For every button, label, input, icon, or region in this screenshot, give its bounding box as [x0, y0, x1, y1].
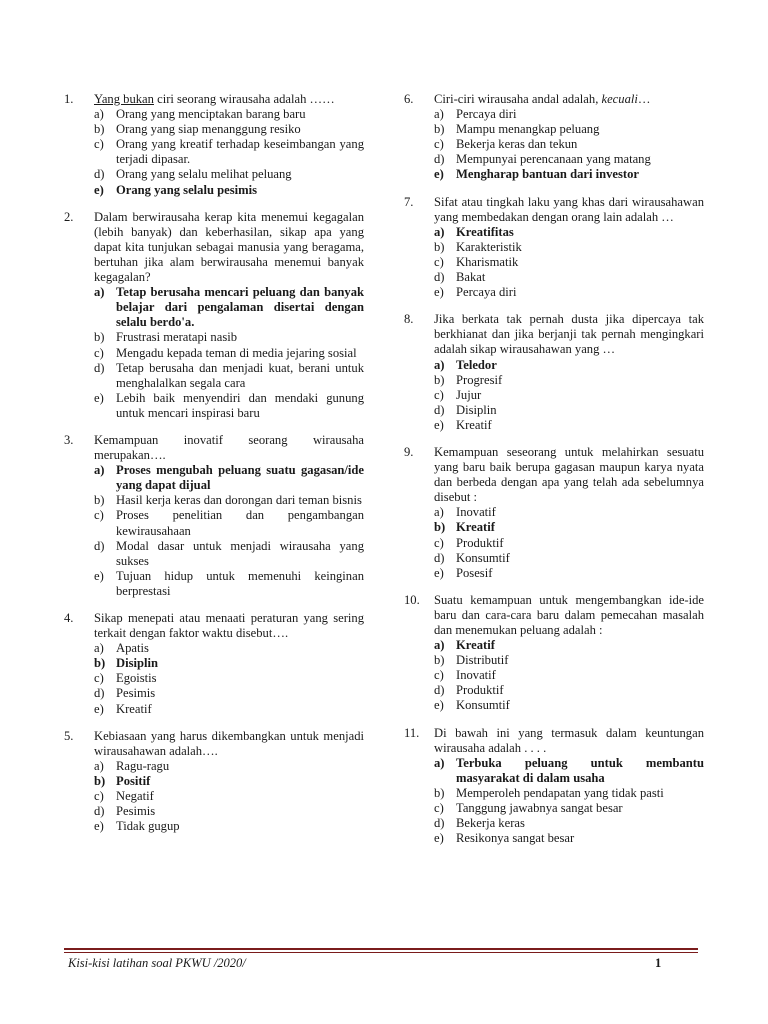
question-number: 11.: [404, 725, 420, 740]
option-letter: e): [434, 167, 444, 182]
option-text: Kreatif: [456, 638, 495, 653]
option-letter: a): [434, 755, 445, 770]
answer-option: [64, 463, 364, 493]
answer-option: [404, 505, 704, 520]
answer-option: [404, 225, 704, 240]
question-stem: [404, 312, 704, 357]
page-number: 1: [655, 956, 662, 970]
question-item: [64, 92, 364, 198]
option-letter: c): [94, 508, 104, 523]
option-letter: b): [434, 653, 445, 668]
answer-option: [404, 520, 704, 535]
option-text: Pesimis: [116, 804, 156, 819]
answer-option: [64, 774, 364, 789]
answer-option: [64, 493, 364, 508]
footer-rule: [64, 948, 698, 950]
option-letter: b): [94, 122, 105, 137]
option-letter: d): [434, 816, 445, 831]
answer-option: [404, 358, 704, 373]
answer-option: [64, 656, 364, 671]
answer-option: [404, 801, 704, 816]
option-letter: c): [94, 789, 104, 804]
question-text: [94, 433, 364, 463]
question-text: [434, 312, 704, 357]
question-text-main: Sifat atau tingkah laku yang khas dari wirausahawan yang membedakan dengan orang lain adalah …: [434, 194, 704, 224]
question-item: [404, 726, 704, 847]
option-text: Jujur: [456, 387, 482, 402]
option-list: [404, 358, 704, 433]
answer-option: [404, 388, 704, 403]
question-stem: [64, 210, 364, 285]
right-column: [404, 92, 704, 858]
question-stem: [64, 611, 364, 641]
answer-option: [64, 671, 364, 686]
question-item: [404, 312, 704, 433]
answer-option: [404, 403, 704, 418]
option-text: Karakteristik: [456, 239, 522, 254]
option-text: Tidak gugup: [116, 819, 180, 834]
option-text: Modal dasar untuk menjadi wirausaha yang sukses: [116, 538, 364, 568]
option-letter: c): [434, 137, 444, 152]
question-stem: [404, 92, 704, 107]
option-text: Tujuan hidup untuk memenuhi keinginan berprestasi: [116, 568, 364, 598]
option-text: Kreatif: [116, 701, 152, 716]
option-letter: e): [94, 182, 104, 197]
option-letter: b): [94, 773, 106, 788]
option-text: Inovatif: [456, 505, 496, 520]
question-number: 5.: [64, 728, 74, 743]
question-text: [94, 210, 364, 285]
option-list: [64, 107, 364, 198]
option-letter: b): [434, 785, 445, 800]
option-text: Tanggung jawabnya sangat besar: [456, 801, 623, 816]
option-text: Disiplin: [116, 656, 158, 671]
option-letter: e): [434, 831, 444, 846]
option-text: Frustrasi meratapi nasib: [116, 330, 238, 345]
option-letter: c): [94, 671, 104, 686]
answer-option: [404, 418, 704, 433]
option-letter: e): [94, 701, 104, 716]
option-text: Lebih baik menyendiri dan mendaki gunung untuk mencari inspirasi baru: [116, 390, 364, 420]
question-text: [434, 92, 704, 107]
option-text: Orang yang selalu melihat peluang: [116, 167, 292, 182]
option-text: Produktif: [456, 683, 504, 698]
option-letter: a): [94, 285, 105, 300]
option-letter: a): [94, 107, 104, 122]
question-text-tail: …: [637, 92, 651, 106]
option-text: Bakat: [456, 270, 486, 285]
answer-option: [64, 508, 364, 538]
option-text: Mengadu kepada teman di media jejaring sosial: [116, 345, 357, 360]
question-number: 8.: [404, 312, 414, 327]
question-item: [404, 195, 704, 301]
option-text: Egoistis: [116, 671, 157, 686]
option-list: [64, 759, 364, 834]
footer-rule-thin: [64, 952, 698, 953]
question-text-emphasis: Yang bukan: [94, 92, 154, 106]
option-list: [404, 107, 704, 182]
question-number: 7.: [404, 194, 414, 209]
option-letter: d): [434, 683, 445, 698]
answer-option: [404, 566, 704, 581]
question-number: 3.: [64, 432, 74, 447]
option-letter: b): [94, 656, 106, 671]
option-letter: e): [434, 417, 444, 432]
option-text: Mengharap bantuan dari investor: [456, 167, 639, 182]
answer-option: [404, 756, 704, 786]
answer-option: [404, 668, 704, 683]
option-text: Mempunyai perencanaan yang matang: [456, 152, 651, 167]
option-letter: b): [434, 239, 445, 254]
answer-option: [404, 285, 704, 300]
option-text: Pesimis: [116, 686, 156, 701]
answer-option: [404, 122, 704, 137]
left-column: [64, 92, 364, 846]
option-text: Mampu menangkap peluang: [456, 122, 600, 137]
question-stem: [64, 433, 364, 463]
option-text: Bekerja keras dan tekun: [456, 137, 578, 152]
answer-option: [64, 330, 364, 345]
answer-option: [404, 786, 704, 801]
question-item: [404, 445, 704, 581]
answer-option: [64, 539, 364, 569]
option-text: Percaya diri: [456, 285, 517, 300]
question-text: [434, 593, 704, 638]
option-text: Progresif: [456, 372, 503, 387]
question-text-main: Jika berkata tak pernah dusta jika dipercaya tak berkhianat dan jika berjanji tak pernah mengingkari adalah sikap wirausahawan yang …: [434, 312, 704, 357]
option-letter: e): [94, 568, 104, 583]
option-letter: b): [434, 372, 445, 387]
option-letter: e): [94, 819, 104, 834]
option-letter: e): [434, 565, 444, 580]
answer-option: [404, 373, 704, 388]
answer-option: [64, 686, 364, 701]
option-text: Kreatif: [456, 417, 492, 432]
option-text: Konsumtif: [456, 550, 510, 565]
option-text: Memperoleh pendapatan yang tidak pasti: [456, 785, 664, 800]
option-text: Produktif: [456, 535, 504, 550]
option-text: Orang yang siap menanggung resiko: [116, 122, 301, 137]
question-text: [94, 92, 364, 107]
question-number: 9.: [404, 444, 414, 459]
option-letter: a): [434, 357, 445, 372]
answer-option: [404, 167, 704, 182]
question-stem: [404, 445, 704, 505]
option-letter: e): [434, 698, 444, 713]
option-letter: b): [434, 122, 445, 137]
option-letter: a): [94, 758, 104, 773]
option-letter: c): [434, 387, 444, 402]
answer-option: [64, 122, 364, 137]
option-text: Konsumtif: [456, 698, 510, 713]
answer-option: [404, 683, 704, 698]
option-text: Kreatifitas: [456, 224, 514, 239]
option-letter: b): [434, 520, 446, 535]
option-text: Apatis: [116, 641, 149, 656]
option-letter: e): [94, 390, 104, 405]
option-text: Orang yang kreatif terhadap keseimbangan yang terjadi dipasar.: [116, 137, 364, 167]
answer-option: [404, 816, 704, 831]
option-text: Distributif: [456, 653, 509, 668]
answer-option: [404, 698, 704, 713]
option-text: Hasil kerja keras dan dorongan dari teman bisnis: [116, 493, 362, 508]
answer-option: [404, 270, 704, 285]
option-letter: d): [94, 538, 105, 553]
question-stem: [404, 726, 704, 756]
option-letter: b): [94, 493, 105, 508]
answer-option: [404, 551, 704, 566]
option-letter: c): [94, 137, 104, 152]
option-text: Proses penelitian dan pengambangan kewirausahaan: [116, 508, 364, 538]
option-text: Proses mengubah peluang suatu gagasan/ide yang dapat dijual: [116, 463, 364, 493]
option-text: Inovatif: [456, 668, 496, 683]
option-text: Orang yang selalu pesimis: [116, 182, 257, 197]
question-item: [64, 210, 364, 421]
option-letter: d): [94, 804, 105, 819]
question-text: [434, 445, 704, 505]
option-letter: c): [94, 345, 104, 360]
answer-option: [64, 702, 364, 717]
answer-option: [404, 255, 704, 270]
option-letter: d): [434, 270, 445, 285]
question-stem: [404, 593, 704, 638]
option-text: Posesif: [456, 565, 493, 580]
option-letter: a): [434, 638, 445, 653]
answer-option: [64, 789, 364, 804]
option-text: Bekerja keras: [456, 816, 525, 831]
answer-option: [404, 152, 704, 167]
question-text-emphasis: kecuali: [601, 92, 638, 106]
option-letter: d): [434, 402, 445, 417]
answer-option: [64, 167, 364, 182]
question-stem: [64, 729, 364, 759]
answer-option: [404, 107, 704, 122]
question-stem: [64, 92, 364, 107]
answer-option: [404, 638, 704, 653]
answer-option: [64, 569, 364, 599]
option-text: Negatif: [116, 789, 154, 804]
question-text-main: Di bawah ini yang termasuk dalam keuntungan wirausaha adalah . . . .: [434, 725, 704, 755]
answer-option: [64, 107, 364, 122]
option-text: Orang yang menciptakan barang baru: [116, 107, 306, 122]
option-list: [64, 641, 364, 716]
option-letter: e): [434, 285, 444, 300]
answer-option: [64, 819, 364, 834]
option-letter: a): [94, 463, 105, 478]
option-text: Positif: [116, 773, 151, 788]
answer-option: [404, 240, 704, 255]
question-item: [404, 593, 704, 714]
question-number: 10.: [404, 592, 420, 607]
option-list: [404, 756, 704, 847]
question-number: 1.: [64, 92, 74, 106]
question-text-main: Suatu kemampuan untuk mengembangkan ide-ide baru dan cara-cara baru dalam pemecahan masalah dan menemukan peluang adalah :: [434, 592, 704, 637]
question-text-main: Kemampuan inovatif seorang wirausaha merupakan….: [94, 432, 364, 463]
option-text: Disiplin: [456, 402, 497, 417]
option-letter: a): [434, 224, 445, 239]
question-text-tail: ciri seorang wirausaha adalah ……: [153, 92, 335, 106]
question-item: [404, 92, 704, 183]
option-letter: c): [434, 254, 444, 269]
answer-option: [64, 391, 364, 421]
question-text-main: Kemampuan seseorang untuk melahirkan sesuatu yang baru baik berupa gagasan maupun karya nyata dan berbeda dengan apa yang telah ada sebelumnya disebut :: [434, 444, 704, 505]
question-item: [64, 433, 364, 599]
question-number: 6.: [404, 92, 414, 106]
answer-option: [64, 183, 364, 198]
question-stem: [404, 195, 704, 225]
option-text: Kreatif: [456, 520, 495, 535]
answer-option: [404, 536, 704, 551]
footer-label: Kisi-kisi latihan soal PKWU /2020/: [68, 956, 246, 970]
option-text: Teledor: [456, 357, 497, 372]
answer-option: [64, 346, 364, 361]
option-letter: d): [434, 550, 445, 565]
option-text: Ragu-ragu: [116, 758, 170, 773]
option-list: [404, 505, 704, 580]
answer-option: [64, 804, 364, 819]
question-text-main: Kebiasaan yang harus dikembangkan untuk menjadi wirausahawan adalah….: [94, 728, 364, 758]
option-letter: d): [94, 686, 105, 701]
option-letter: c): [434, 535, 444, 550]
question-text: [94, 611, 364, 641]
question-text-main: Sikap menepati atau menaati peraturan yang sering terkait dengan faktor waktu disebut….: [94, 611, 364, 641]
option-letter: a): [94, 641, 104, 656]
option-text: Kharismatik: [456, 254, 519, 269]
option-list: [64, 285, 364, 421]
option-letter: b): [94, 330, 105, 345]
answer-option: [64, 759, 364, 774]
answer-option: [64, 285, 364, 330]
question-text-main: Dalam berwirausaha kerap kita menemui kegagalan (lebih banyak) dan keberhasilan, sikap apa yang dapat kita tunjukan sebagai manusia yang beragama, bertuhan jika alam berwirausaha menemui banyak kegagalan?: [94, 209, 364, 285]
question-item: [64, 729, 364, 835]
option-list: [64, 463, 364, 599]
option-list: [404, 638, 704, 713]
option-text: Resikonya sangat besar: [456, 831, 575, 846]
option-letter: a): [434, 107, 444, 122]
answer-option: [64, 137, 364, 167]
question-item: [64, 611, 364, 717]
option-text: Tetap berusaha mencari peluang dan banyak belajar dari pengalaman disertai dengan selalu berdo'a.: [116, 285, 364, 330]
option-letter: c): [434, 801, 444, 816]
option-letter: a): [434, 505, 444, 520]
option-letter: d): [94, 360, 105, 375]
option-list: [404, 225, 704, 300]
answer-option: [404, 831, 704, 846]
question-number: 2.: [64, 209, 74, 224]
question-text-main: Ciri-ciri wirausaha andal adalah,: [434, 92, 602, 106]
question-text: [434, 195, 704, 225]
option-text: Percaya diri: [456, 107, 517, 122]
answer-option: [404, 653, 704, 668]
question-number: 4.: [64, 611, 74, 625]
option-text: Tetap berusaha dan menjadi kuat, berani untuk menghalalkan segala cara: [116, 360, 364, 390]
answer-option: [404, 137, 704, 152]
option-letter: d): [434, 152, 445, 167]
question-text: [94, 729, 364, 759]
option-letter: d): [94, 167, 105, 182]
question-text: [434, 726, 704, 756]
option-text: Terbuka peluang untuk membantu masyarakat di dalam usaha: [456, 755, 704, 785]
answer-option: [64, 641, 364, 656]
option-letter: c): [434, 668, 444, 683]
answer-option: [64, 361, 364, 391]
